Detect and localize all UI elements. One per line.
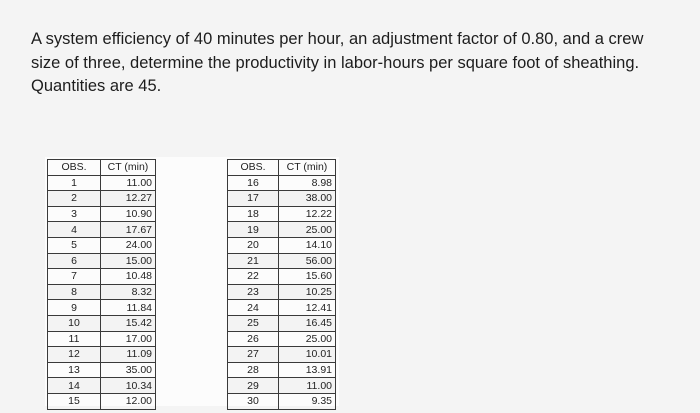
table-row — [228, 331, 336, 347]
obs-cell: 12 — [48, 347, 101, 363]
table-row — [228, 378, 336, 394]
ct-cell: 9.35 — [279, 393, 336, 409]
ct-cell: 56.00 — [279, 253, 336, 269]
table-row — [48, 191, 156, 207]
table-row — [48, 362, 156, 378]
obs-cell: 17 — [228, 191, 279, 207]
ct-cell: 15.60 — [279, 269, 336, 285]
obs-cell: 25 — [228, 315, 279, 331]
obs-cell: 27 — [228, 347, 279, 363]
obs-cell: 8 — [48, 284, 101, 300]
ct-cell: 17.00 — [101, 331, 156, 347]
obs-cell: 28 — [228, 362, 279, 378]
obs-cell: 16 — [228, 175, 279, 191]
observation-tables — [45, 157, 339, 406]
ct-header: CT (min) — [279, 160, 336, 176]
obs-header: OBS. — [228, 160, 279, 176]
obs-cell: 6 — [48, 253, 101, 269]
ct-cell: 8.32 — [101, 284, 156, 300]
table-row — [228, 300, 336, 316]
table-row — [48, 315, 156, 331]
obs-cell: 9 — [48, 300, 101, 316]
table-row — [228, 315, 336, 331]
ct-cell: 38.00 — [279, 191, 336, 207]
ct-cell: 10.48 — [101, 269, 156, 285]
obs-cell: 26 — [228, 331, 279, 347]
ct-cell: 17.67 — [101, 222, 156, 238]
ct-cell: 35.00 — [101, 362, 156, 378]
ct-cell: 14.10 — [279, 237, 336, 253]
table-row — [228, 175, 336, 191]
obs-header: OBS. — [48, 160, 101, 176]
ct-cell: 16.45 — [279, 315, 336, 331]
ct-cell: 24.00 — [101, 237, 156, 253]
ct-cell: 11.84 — [101, 300, 156, 316]
obs-cell: 4 — [48, 222, 101, 238]
ct-cell: 11.09 — [101, 347, 156, 363]
table-row — [228, 222, 336, 238]
obs-cell: 23 — [228, 284, 279, 300]
ct-cell: 15.42 — [101, 315, 156, 331]
table-row — [48, 284, 156, 300]
table-row — [48, 237, 156, 253]
ct-cell: 13.91 — [279, 362, 336, 378]
table-row — [228, 362, 336, 378]
table-row — [48, 393, 156, 409]
ct-cell: 12.41 — [279, 300, 336, 316]
table-row — [228, 191, 336, 207]
obs-cell: 20 — [228, 237, 279, 253]
table-row — [48, 347, 156, 363]
table-row — [228, 253, 336, 269]
obs-cell: 18 — [228, 206, 279, 222]
obs-cell: 14 — [48, 378, 101, 394]
observation-table-right — [227, 159, 336, 410]
question-text: A system efficiency of 40 minutes per hour, an adjustment factor of 0.80, and a crew size of three, determine the productivity in labor-hours per square foot of sheathing. Quantities are 45. — [31, 30, 644, 95]
table-row — [48, 378, 156, 394]
obs-cell: 1 — [48, 175, 101, 191]
table-row — [48, 300, 156, 316]
table-row — [48, 206, 156, 222]
obs-cell: 24 — [228, 300, 279, 316]
observation-table-left — [47, 159, 156, 410]
ct-cell: 11.00 — [101, 175, 156, 191]
obs-cell: 11 — [48, 331, 101, 347]
table-row — [48, 253, 156, 269]
table-row — [48, 222, 156, 238]
ct-cell: 12.22 — [279, 206, 336, 222]
table-row — [48, 175, 156, 191]
table-row — [228, 206, 336, 222]
ct-header: CT (min) — [101, 160, 156, 176]
table-row — [228, 269, 336, 285]
obs-cell: 10 — [48, 315, 101, 331]
ct-cell: 8.98 — [279, 175, 336, 191]
ct-cell: 12.27 — [101, 191, 156, 207]
table-row — [228, 393, 336, 409]
obs-cell: 19 — [228, 222, 279, 238]
obs-cell: 15 — [48, 393, 101, 409]
ct-cell: 10.34 — [101, 378, 156, 394]
obs-cell: 7 — [48, 269, 101, 285]
obs-cell: 13 — [48, 362, 101, 378]
ct-cell: 11.00 — [279, 378, 336, 394]
ct-cell: 12.00 — [101, 393, 156, 409]
obs-cell: 30 — [228, 393, 279, 409]
ct-cell: 25.00 — [279, 331, 336, 347]
ct-cell: 10.25 — [279, 284, 336, 300]
obs-cell: 2 — [48, 191, 101, 207]
ct-cell: 10.01 — [279, 347, 336, 363]
ct-cell: 25.00 — [279, 222, 336, 238]
obs-cell: 5 — [48, 237, 101, 253]
obs-cell: 3 — [48, 206, 101, 222]
table-row — [228, 284, 336, 300]
ct-cell: 15.00 — [101, 253, 156, 269]
obs-cell: 21 — [228, 253, 279, 269]
table-row — [48, 331, 156, 347]
table-row — [48, 269, 156, 285]
obs-cell: 22 — [228, 269, 279, 285]
ct-cell: 10.90 — [101, 206, 156, 222]
table-row — [228, 347, 336, 363]
table-row — [228, 237, 336, 253]
obs-cell: 29 — [228, 378, 279, 394]
